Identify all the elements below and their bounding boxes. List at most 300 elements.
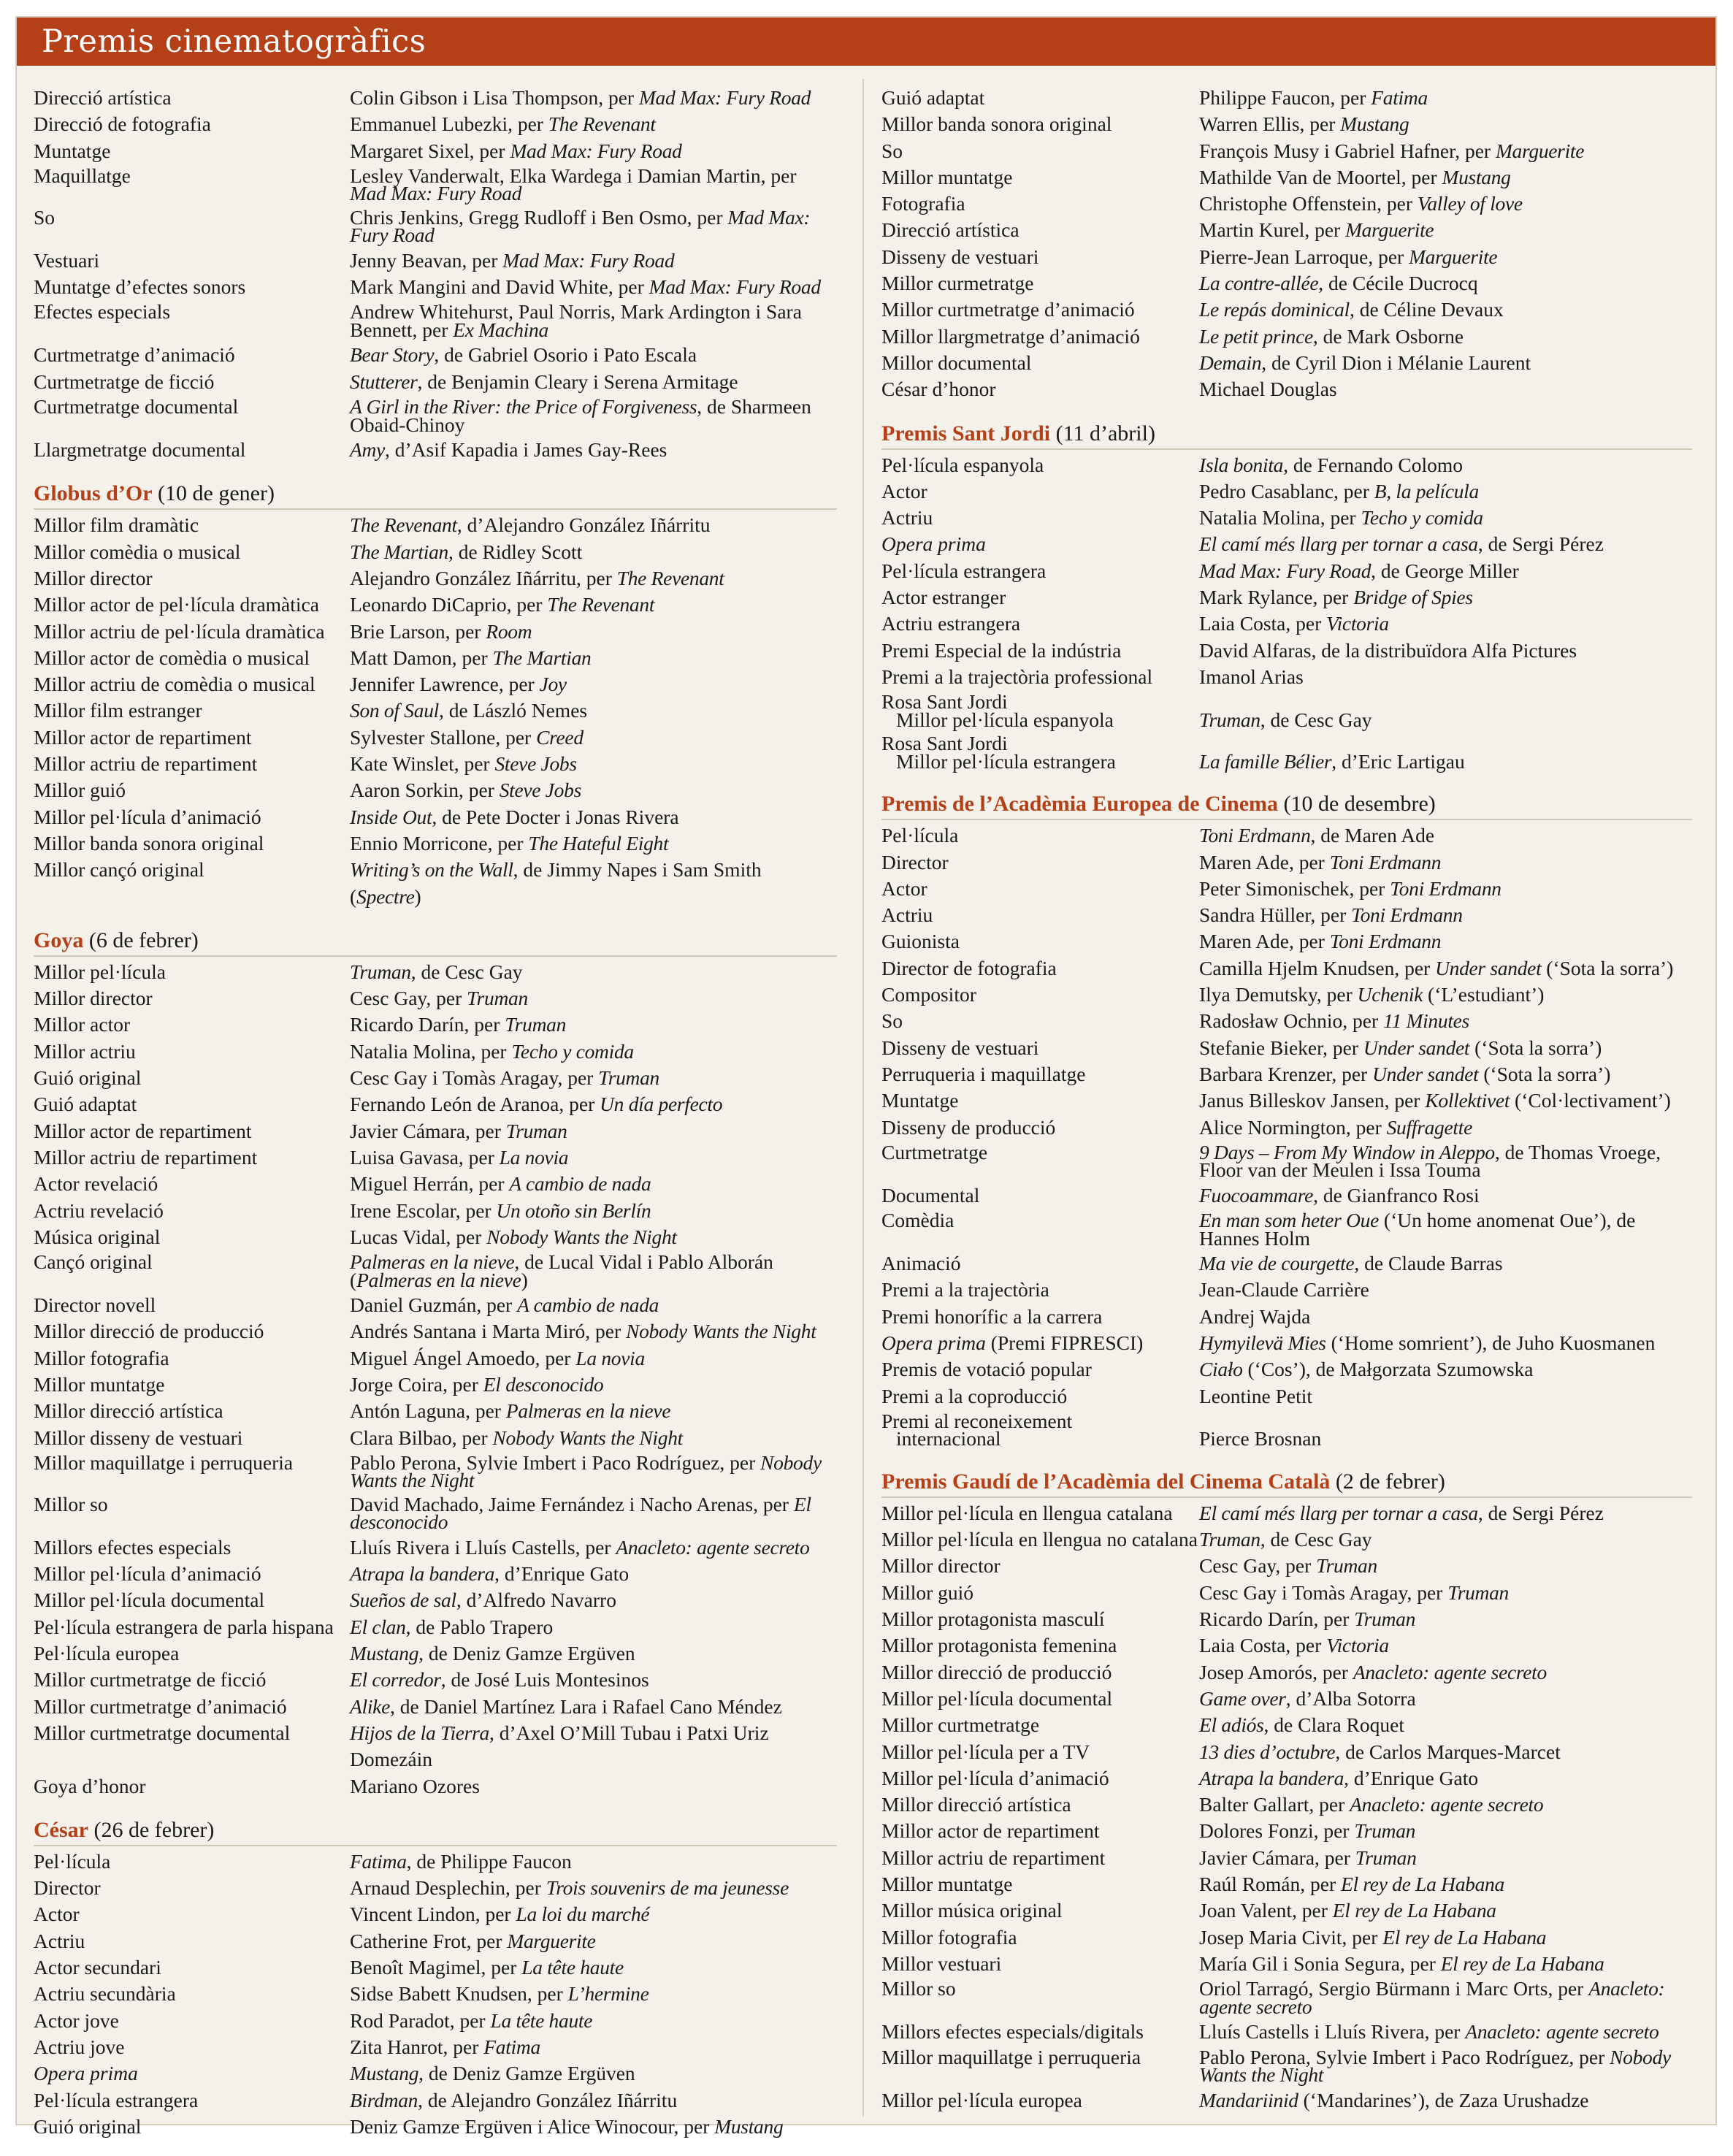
award-category (34, 1118, 350, 1144)
category-label: Documental (881, 1183, 980, 1207)
award-winner (350, 1171, 837, 1197)
category-label: Actriu (881, 903, 933, 927)
award-row (34, 2114, 837, 2140)
award-row (34, 1318, 837, 1345)
winner-text: , de Cesc Gay (410, 960, 523, 983)
award-winner (1199, 611, 1692, 637)
category-label: Millor director (881, 1554, 1001, 1578)
category-label: Opera prima (881, 1331, 986, 1354)
winner-text: , de Clara Roquet (1263, 1713, 1404, 1737)
category-label: Premi Especial de la indústria (881, 638, 1122, 662)
award-row (34, 1224, 837, 1250)
category-label: Pel·lícula europea (34, 1642, 180, 1665)
award-winner (1199, 1606, 1692, 1632)
film-title: Fatima (350, 1849, 407, 1873)
award-row (881, 324, 1692, 350)
winner-text: , de Daniel Martínez Lara i Rafael Cano Méndez (390, 1694, 782, 1718)
category-label: Premis de votació popular (881, 1358, 1092, 1381)
award-row (34, 369, 837, 395)
category-label: Millor pel·lícula en llengua catalana (881, 1501, 1173, 1524)
award-winner (1199, 1845, 1692, 1871)
section-heading (34, 926, 837, 957)
award-winner (1199, 1553, 1692, 1579)
award-winner (350, 1720, 837, 1773)
award-row (881, 1141, 1692, 1182)
award-category (881, 1580, 1199, 1606)
winner-text: Sidse Babett Knudsen, per (350, 1982, 568, 2006)
award-row (881, 1580, 1692, 1606)
winner-text: Natalia Molina, per (1199, 506, 1361, 530)
category-label: Premi a la trajectòria professional (881, 665, 1153, 688)
award-row (881, 902, 1692, 928)
award-row (881, 1871, 1692, 1897)
winner-text: , de Pablo Trapero (405, 1615, 554, 1638)
winner-text: Alice Normington, per (1199, 1115, 1387, 1139)
film-title: Truman (1355, 1846, 1417, 1869)
winner-text: François Musy i Gabriel Hafner, per (1199, 139, 1496, 162)
film-title: Mad Max: Fury Road (350, 205, 811, 247)
category-label: Millor curtmetratge d’animació (881, 298, 1135, 321)
film-title: Game over (1199, 1686, 1286, 1710)
award-winner (350, 248, 837, 274)
award-winner (350, 274, 837, 300)
award-winner (1199, 1008, 1692, 1034)
film-title: Un día perfecto (600, 1093, 723, 1116)
category-label: Guió adaptat (34, 1093, 137, 1116)
award-category (34, 1614, 350, 1640)
film-title: The Revenant (548, 112, 656, 136)
winner-text: , de Cyril Dion i Mélanie Laurent (1261, 351, 1531, 374)
winner-text: , d’Alejandro González Iñárritu (456, 513, 711, 537)
award-category (881, 1182, 1199, 1209)
film-title: Mustang (350, 2062, 419, 2085)
category-label: Actriu jove (34, 2035, 125, 2058)
award-winner (350, 1065, 837, 1091)
award-category (881, 1304, 1199, 1330)
film-title: La contre-allée (1199, 272, 1319, 295)
award-winner (1199, 452, 1692, 478)
film-title: El rey de La Habana (1382, 1925, 1547, 1949)
award-category (881, 191, 1199, 217)
category-label: Disseny de vestuari (881, 245, 1039, 268)
award-row (34, 1065, 837, 1091)
award-category (881, 1250, 1199, 1277)
award-category (34, 1901, 350, 1927)
award-category (34, 804, 350, 830)
category-suffix: (Premi FIPRESCI) (985, 1331, 1144, 1354)
award-category (34, 2008, 350, 2034)
award-category (34, 1667, 350, 1693)
award-section (881, 85, 1692, 403)
winner-text: Matt Damon, per (350, 646, 493, 669)
film-title: The Hateful Eight (528, 831, 669, 855)
award-category (881, 1818, 1199, 1844)
film-title: La loi du marché (516, 1903, 650, 1926)
category-label: Pel·lícula (881, 824, 959, 847)
category-label: Millor pel·lícula documental (34, 1589, 265, 1612)
award-winner (1199, 297, 1692, 323)
award-category (34, 1144, 350, 1171)
award-winner (1199, 1383, 1692, 1410)
winner-text: , d’Enrique Gato (494, 1562, 630, 1586)
award-row (34, 2034, 837, 2060)
award-row (34, 2060, 837, 2087)
category-label: Millor documental (881, 351, 1032, 374)
award-row (881, 584, 1692, 611)
award-category (881, 1977, 1199, 2019)
category-label: Disseny de producció (881, 1115, 1056, 1139)
page-title: Premis cinematogràfics (17, 18, 1715, 66)
film-title: El desconocido (483, 1372, 604, 1396)
category-label: So (34, 205, 56, 229)
film-title: Techo y comida (1361, 506, 1483, 530)
award-row (881, 1330, 1692, 1356)
category-label: Millor banda sonora original (34, 831, 264, 855)
category-label: Direcció artística (34, 86, 172, 109)
winner-text: Andrej Wajda (1199, 1304, 1311, 1328)
award-row (34, 1773, 837, 1800)
awards-page (15, 16, 1717, 2138)
category-label: Cançó original (34, 1250, 153, 1274)
award-winner (1199, 928, 1692, 955)
award-row (34, 1614, 837, 1640)
award-row (34, 1198, 837, 1224)
award-category (881, 164, 1199, 191)
award-category (34, 671, 350, 697)
award-category (34, 206, 350, 248)
winner-text: Christophe Offenstein, per (1199, 192, 1418, 215)
award-winner (350, 512, 837, 538)
award-category (881, 1209, 1199, 1250)
film-title: Nobody Wants the Night (350, 1450, 822, 1492)
winner-text: Balter Gallart, per (1199, 1793, 1350, 1816)
winner-text: Kate Winslet, per (350, 752, 495, 776)
award-category (34, 1954, 350, 1981)
film-title: El rey de La Habana (1341, 1873, 1504, 1896)
category-label: Director novell (34, 1293, 156, 1317)
award-category (881, 2019, 1199, 2045)
film-title: El adiós (1199, 1713, 1264, 1737)
award-winner (350, 206, 837, 248)
film-title: Palmeras en la nieve (350, 1250, 515, 1274)
award-winner (350, 959, 837, 985)
category-label: Millor pel·lícula per a TV (881, 1740, 1090, 1763)
category-label: Millor film dramàtic (34, 513, 199, 537)
award-winner (350, 645, 837, 671)
category-label: Actriu (881, 506, 933, 530)
film-title: Isla bonita (1199, 453, 1284, 476)
award-category (881, 822, 1199, 849)
winner-text: , d’Enrique Gato (1344, 1766, 1479, 1789)
award-category (881, 955, 1199, 982)
category-label: Millor protagonista femenina (881, 1634, 1117, 1657)
film-title: Palmeras en la nieve (356, 1268, 521, 1291)
category-label: Millor pel·lícula europea (881, 2088, 1082, 2111)
winner-text: (‘Un home anomenat Oue’), de Hannes Holm (1199, 1209, 1636, 1250)
award-winner (1199, 1659, 1692, 1686)
film-title: Truman (505, 1119, 567, 1142)
film-title: Toni Erdmann (1351, 903, 1463, 927)
award-row (881, 690, 1692, 732)
award-winner (350, 619, 837, 645)
category-label: Llargmetratge documental (34, 438, 246, 462)
award-row (34, 138, 837, 164)
award-row (881, 1792, 1692, 1818)
category-label: Premi a la trajectòria (881, 1278, 1049, 1301)
category-label: Millor pel·lícula en llengua no catalana (881, 1528, 1198, 1551)
film-title: Son of Saul (350, 699, 439, 722)
award-category (34, 1012, 350, 1038)
award-winner (350, 2008, 837, 2034)
award-winner (1199, 1250, 1692, 1277)
award-winner (1199, 2046, 1692, 2087)
award-row (881, 1383, 1692, 1410)
winner-text: Janus Billeskov Jansen, per (1199, 1089, 1426, 1112)
winner-text: Deniz Gamze Ergüven i Alice Winocour, per (350, 2114, 715, 2138)
winner-text: (‘Sota la sorra’) (1541, 956, 1674, 979)
award-winner (1199, 1818, 1692, 1844)
award-category (34, 138, 350, 164)
award-winner (350, 1345, 837, 1372)
award-row (34, 2008, 837, 2034)
winner-text: , de Mark Osborne (1312, 324, 1464, 348)
award-row (881, 1977, 1692, 2019)
award-row (881, 876, 1692, 902)
award-row (881, 1712, 1692, 1738)
film-title: Ma vie de courgette (1199, 1252, 1355, 1275)
award-category (881, 876, 1199, 902)
category-label: Millors efectes especials/digitals (881, 2020, 1144, 2044)
award-winner (350, 1318, 837, 1345)
film-title: A cambio de nada (509, 1172, 651, 1196)
award-row (34, 1493, 837, 1534)
award-winner (350, 342, 837, 368)
award-winner (1199, 1277, 1692, 1303)
category-label: Millor guió (881, 1580, 974, 1604)
film-title: Alike (350, 1694, 390, 1718)
award-category (881, 138, 1199, 164)
award-category (34, 1171, 350, 1197)
winner-text: Leontine Petit (1199, 1384, 1313, 1407)
category-label: Actor (881, 479, 927, 502)
award-category (881, 664, 1199, 690)
winner-text: Ilya Demutsky, per (1199, 983, 1358, 1006)
award-winner (1199, 1632, 1692, 1659)
award-winner (350, 751, 837, 777)
winner-text: Andrew Whitehurst, Paul Norris, Mark Ardington i Sara Bennett, per (350, 300, 802, 341)
winner-text: Arnaud Desplechin, per (350, 1876, 546, 1900)
award-winner (350, 1372, 837, 1398)
award-category (34, 1224, 350, 1250)
award-winner (350, 857, 837, 910)
category-sublabel: internacional (896, 1427, 1001, 1450)
section-date: (26 de febrer) (93, 1817, 215, 1842)
award-winner (1199, 531, 1692, 557)
section-title: Goya (34, 928, 84, 952)
film-title: Victoria (1326, 612, 1389, 635)
film-title: L’hermine (567, 1982, 649, 2006)
award-category (34, 830, 350, 857)
film-title: Truman (1199, 708, 1260, 731)
film-title: Steve Jobs (499, 779, 581, 802)
winner-text: Stefanie Bieker, per (1199, 1036, 1363, 1059)
award-category (881, 478, 1199, 505)
award-winner (1199, 1182, 1692, 1209)
left-column (34, 85, 837, 2156)
award-row (34, 830, 837, 857)
winner-text: Ricardo Darín, per (350, 1013, 505, 1036)
section-heading (34, 1816, 837, 1846)
film-title: Mad Max: Fury Road (1199, 559, 1372, 582)
award-row (34, 1954, 837, 1981)
award-category (34, 697, 350, 724)
award-row (881, 350, 1692, 376)
winner-text: , d’Axel O’Mill Tubau i Patxi Uriz Domezáin (350, 1721, 769, 1771)
film-title: Marguerite (1409, 245, 1498, 268)
winner-text: Lesley Vanderwalt, Elka Wardega i Damian Martin, per (350, 164, 797, 187)
winner-text: ) (414, 884, 421, 908)
film-title: 11 Minutes (1383, 1009, 1469, 1033)
category-label: Maquillatge (34, 164, 131, 187)
award-category (881, 244, 1199, 270)
award-winner (350, 1875, 837, 1901)
category-label: Millor direcció artística (881, 1793, 1071, 1816)
award-row (881, 928, 1692, 955)
film-title: Fuocoammare (1199, 1183, 1314, 1207)
award-category (34, 1640, 350, 1667)
film-title: Valley of love (1417, 192, 1523, 215)
winner-text: Radosław Ochnio, per (1199, 1009, 1384, 1033)
award-winner (350, 1224, 837, 1250)
award-category (881, 1897, 1199, 1924)
award-category (34, 592, 350, 618)
award-row (881, 955, 1692, 982)
award-winner (350, 1250, 837, 1292)
award-row (34, 697, 837, 724)
film-title: Ciało (1199, 1358, 1243, 1381)
category-label: Millor guió (34, 779, 126, 802)
award-category (881, 1115, 1199, 1141)
film-title: Writing’s on the Wall (350, 858, 513, 882)
award-winner (1199, 478, 1692, 505)
award-row (881, 1182, 1692, 1209)
award-row (881, 611, 1692, 637)
award-row (34, 959, 837, 985)
winner-text: Lluís Castells i Lluís Rivera, per (1199, 2020, 1466, 2044)
film-title: Victoria (1326, 1634, 1389, 1657)
category-label: Efectes especials (34, 300, 171, 324)
award-row (34, 1587, 837, 1613)
film-title: 13 dies d’octubre (1199, 1740, 1336, 1763)
film-title: Nobody Wants the Night (492, 1426, 684, 1449)
film-title: Toni Erdmann (1199, 824, 1311, 847)
award-row (881, 1924, 1692, 1951)
category-label: Millor maquillatge i perruqueria (34, 1450, 294, 1474)
award-winner (1199, 217, 1692, 243)
award-winner (1199, 1115, 1692, 1141)
film-title: Atrapa la bandera (350, 1562, 495, 1586)
category-label: Millor so (34, 1492, 108, 1515)
film-title: El desconocido (350, 1492, 811, 1534)
award-winner (1199, 664, 1692, 690)
award-row (881, 1500, 1692, 1526)
award-category (34, 111, 350, 137)
award-winner (350, 369, 837, 395)
section-date: (11 d’abril) (1055, 421, 1155, 446)
award-category (34, 1720, 350, 1773)
film-title: Mad Max: Fury Road (510, 139, 682, 162)
award-winner (350, 1144, 837, 1171)
award-winner (350, 1614, 837, 1640)
award-winner (350, 437, 837, 463)
winner-text: , d’Alfredo Navarro (456, 1589, 616, 1612)
film-title: Anacleto: agente secreto (1353, 1660, 1547, 1683)
winner-text: Maren Ade, per (1199, 850, 1330, 874)
award-row (34, 85, 837, 111)
winner-text: , de Lucal Vidal i Pablo Alborán ( (350, 1250, 773, 1291)
award-row (34, 1849, 837, 1875)
film-title: Truman (1199, 1528, 1260, 1551)
winner-text: , de Sergi Pérez (1477, 1501, 1604, 1524)
award-category (881, 1765, 1199, 1792)
award-row (881, 244, 1692, 270)
award-winner (1199, 1500, 1692, 1526)
award-row (34, 395, 837, 437)
winner-text: Pablo Perona, Sylvie Imbert i Paco Rodríguez, per (1199, 2045, 1610, 2068)
award-winner (1199, 2019, 1692, 2045)
award-category (881, 376, 1199, 402)
award-row (881, 1277, 1692, 1303)
award-category (881, 1632, 1199, 1659)
award-category (34, 300, 350, 342)
award-row (34, 565, 837, 592)
winner-text: Laia Costa, per (1199, 1634, 1327, 1657)
award-row (881, 505, 1692, 531)
award-winner (1199, 1977, 1692, 2019)
winner-text: Joan Valent, per (1199, 1899, 1333, 1922)
winner-text: Lucas Vidal, per (350, 1225, 487, 1248)
award-row (34, 804, 837, 830)
category-label: Millor actor de repartiment (34, 1119, 252, 1142)
film-title: Truman (467, 987, 528, 1010)
column-divider (862, 79, 864, 2117)
category-label: Millor disseny de vestuari (34, 1426, 243, 1449)
award-row (34, 592, 837, 618)
winner-text: (‘Sota la sorra’) (1478, 1062, 1611, 1085)
award-category (881, 584, 1199, 611)
award-winner (350, 725, 837, 751)
film-title: Anacleto: agente secreto (1350, 1793, 1544, 1816)
award-category (34, 751, 350, 777)
category-label: Fotografia (881, 192, 965, 215)
category-label: Millor film estranger (34, 699, 202, 722)
film-title: Under sandet (1372, 1062, 1479, 1085)
category-label: Millor muntatge (881, 165, 1013, 188)
section-title: Premis de l’Acadèmia Europea de Cinema (881, 792, 1279, 817)
winner-text: Pablo Perona, Sylvie Imbert i Paco Rodríguez, per (350, 1450, 761, 1474)
category-label: Vestuari (34, 248, 100, 272)
winner-text: , de Cécile Ducrocq (1318, 272, 1478, 295)
category-label: Muntatge (881, 1089, 959, 1112)
category-sublabel: Millor pel·lícula estrangera (896, 749, 1116, 773)
category-label: Millor curmetratge (881, 272, 1034, 295)
category-label: Curtmetratge d’animació (34, 343, 235, 367)
film-title: Marguerite (1495, 139, 1585, 162)
film-title: Under sandet (1363, 1036, 1470, 1059)
winner-text: , de George Miller (1371, 559, 1519, 582)
award-winner (350, 164, 837, 206)
award-row (34, 512, 837, 538)
